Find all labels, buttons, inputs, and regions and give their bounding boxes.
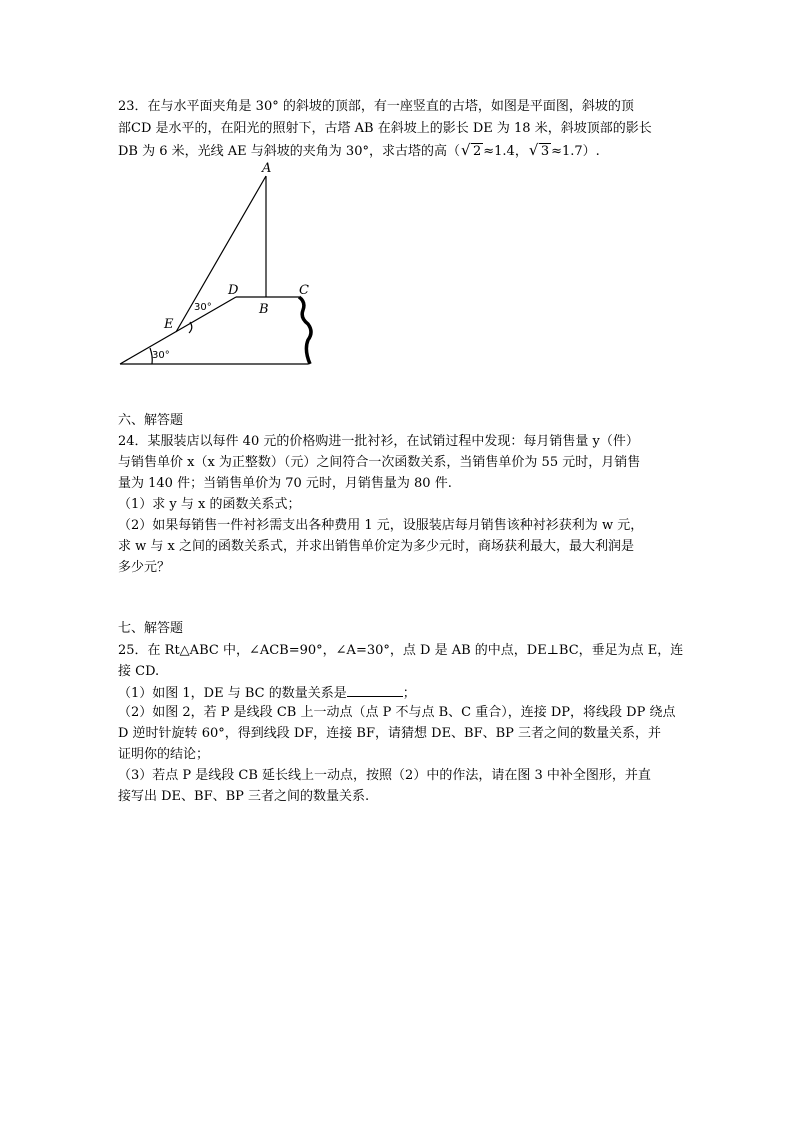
label-d: D (228, 283, 239, 298)
section-6-heading: 六、解答题 (118, 413, 184, 428)
label-e: E (164, 317, 174, 332)
cliff-edge (299, 297, 311, 364)
angle-label-bottom: 30° (152, 350, 170, 361)
q25-line-1: 25．在 Rt△ABC 中，∠ACB=90°，∠A=30°，点 D 是 AB 的中点，DE⊥BC，垂足为点 E，连 (118, 643, 684, 658)
q25-line-3-text: （1）如图 1，DE 与 BC 的数量关系是 (118, 686, 347, 701)
sqrt-3: √ 3 (530, 142, 551, 162)
q24-line-7: 多少元？ (118, 560, 171, 575)
q24-line-4: （1）求 y 与 x 的函数关系式； (118, 497, 301, 512)
light-ray-ae (176, 176, 266, 332)
label-a: A (262, 161, 272, 176)
slope-tower-figure (116, 160, 316, 370)
q23-line-3 (118, 142, 600, 162)
q24-line-1: 24．某服装店以每件 40 元的价格购进一批衬衫，在试销过程中发现：每月销售量 y（件） (118, 434, 639, 449)
q24-line-6: 求 w 与 x 之间的函数关系式，并求出销售单价定为多少元时，商场获利最大，最大利润是 (118, 539, 634, 554)
answer-blank[interactable] (347, 682, 403, 697)
q24-line-3: 量为 140 件；当销售单价为 70 元时，月销售量为 80 件. (118, 476, 452, 491)
q23-line-1: 23．在与水平面夹角是 30° 的斜坡的顶部，有一座竖直的古塔，如图是平面图，斜坡的顶 (118, 99, 634, 114)
label-b: B (259, 302, 269, 317)
q25-line-6: 证明你的结论； (118, 747, 210, 762)
approx-2: ≈1.7）. (551, 144, 600, 159)
approx-1: ≈1.4， (483, 144, 528, 159)
q24-line-2: 与销售单价 x（x 为正整数）（元）之间符合一次函数关系，当销售单价为 55 元时，月销售 (118, 455, 641, 470)
q25-line-7: （3）若点 P 是线段 CB 延长线上一动点，按照（2）中的作法，请在图 3 中补全图形，并直 (118, 768, 651, 783)
q25-line-8: 接写出 DE、BF、BP 三者之间的数量关系. (118, 789, 370, 804)
q25-line-5: D 逆时针旋转 60°，得到线段 DF，连接 BF，请猜想 DE、BF、BP 三者之间的数量关系，并 (118, 726, 662, 741)
section-7-heading: 七、解答题 (118, 621, 184, 636)
q25-line-3 (118, 682, 416, 704)
q25-line-3-end: ； (402, 686, 416, 701)
slope-line (120, 297, 236, 364)
q23-line-2: 部CD 是水平的，在阳光的照射下，古塔 AB 在斜坡上的影长 DE 为 18 米，斜坡顶部的影长 (118, 121, 652, 136)
angle-label-top: 30° (194, 302, 212, 313)
label-c: C (299, 283, 309, 298)
q25-line-4: （2）如图 2，若 P 是线段 CB 上一动点（点 P 不与点 B、C 重合），连接 DP，将线段 DP 绕点 (118, 705, 676, 720)
q24-line-5: （2）如果每销售一件衬衫需支出各种费用 1 元，设服装店每月销售该种衬衫获利为 w 元， (118, 518, 644, 533)
q25-line-2: 接 CD. (118, 664, 160, 679)
sqrt-2: √ 2 (462, 142, 483, 162)
q23-line-3-text: DB 为 6 米，光线 AE 与斜坡的夹角为 30°，求古塔的高（ (118, 144, 460, 159)
